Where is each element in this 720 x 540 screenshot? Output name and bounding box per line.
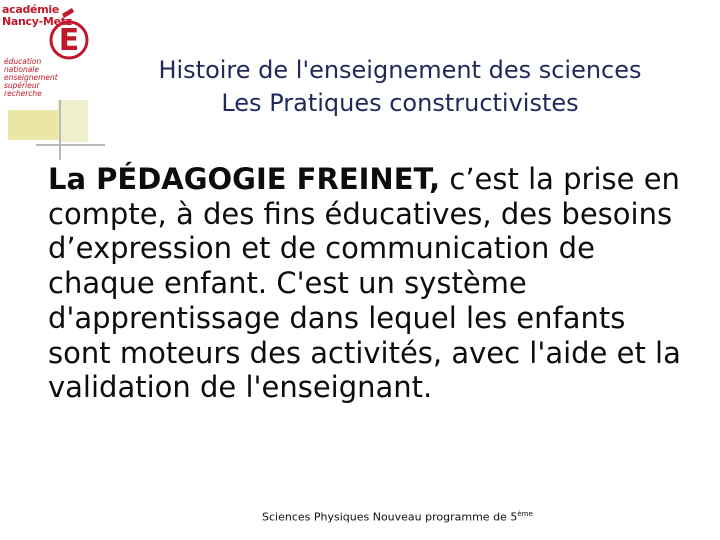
title-line-2: Les Pratiques constructivistes <box>221 89 579 117</box>
title-line-1: Histoire de l'enseignement des sciences <box>158 56 642 84</box>
footer-text: Sciences Physiques Nouveau programme de 5 <box>262 510 518 524</box>
republique-e-icon <box>48 6 90 64</box>
logo-sub-1: éducation <box>4 57 42 66</box>
body-text: c’est la prise en compte, à des fins éducatives, des besoins d’expression et de communication de chaque enfant. C'est un système d'apprentissage dans lequel les enfants sont moteurs des activités, avec l'aide et la validation de l'enseignant. <box>48 162 681 405</box>
svg-text:E: E <box>58 23 80 58</box>
logo-sub-3: enseignement <box>4 73 58 82</box>
logo-line-2: Nancy-Metz <box>2 15 72 28</box>
logo-sub-2: nationale <box>4 65 40 74</box>
slide-title <box>100 54 700 120</box>
slide-body <box>48 162 688 405</box>
slide-footer <box>262 510 533 524</box>
academie-logo <box>0 0 100 120</box>
logo-sub-5: recherche <box>4 89 42 98</box>
logo-sub-4: supérieur <box>4 81 40 90</box>
footer-superscript: ème <box>517 510 533 518</box>
logo-line-1: académie <box>2 3 59 16</box>
body-emphasis: La PÉDAGOGIE FREINET, <box>48 162 441 196</box>
